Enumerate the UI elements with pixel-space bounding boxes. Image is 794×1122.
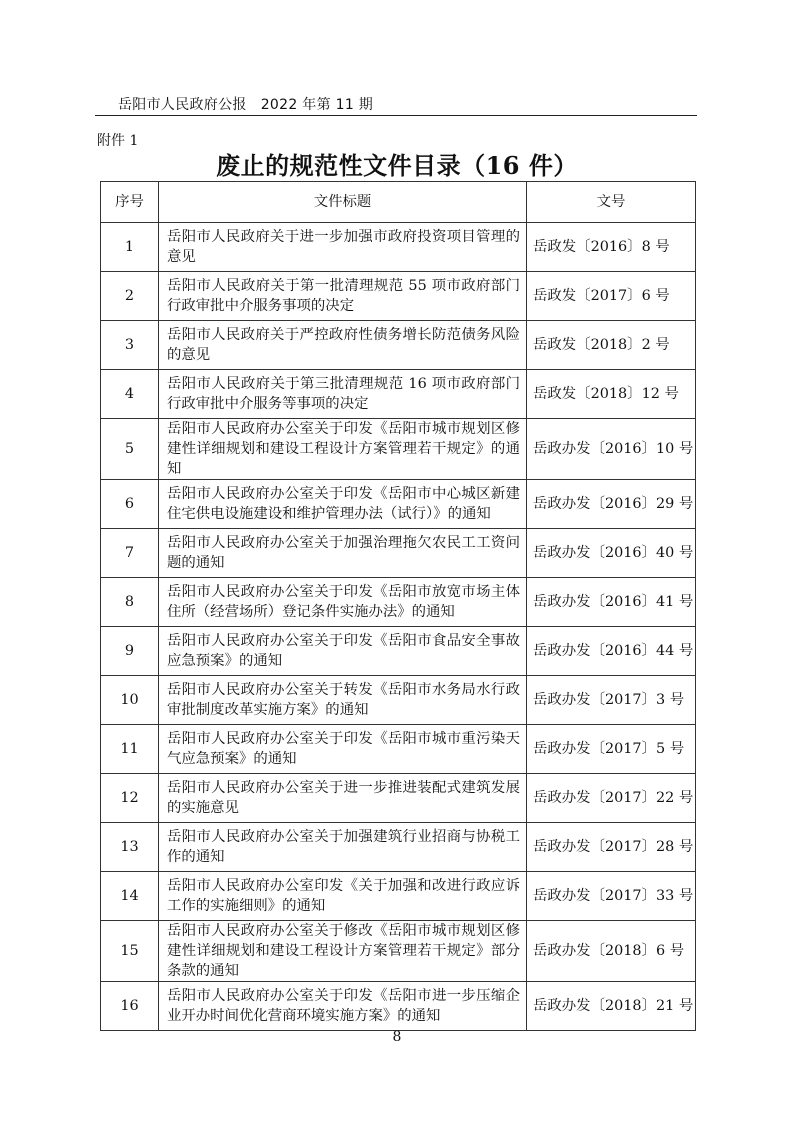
table-row bbox=[101, 774, 696, 823]
document-code-cell: 岳政办发〔2017〕3 号 bbox=[527, 676, 696, 725]
document-code-cell: 岳政办发〔2016〕29 号 bbox=[527, 480, 696, 529]
row-number: 6 bbox=[101, 480, 159, 529]
publication-name: 岳阳市人民政府公报 bbox=[118, 97, 247, 113]
row-number: 1 bbox=[101, 223, 159, 272]
table-row bbox=[101, 480, 696, 529]
document-title-cell: 岳阳市人民政府办公室关于印发《岳阳市城市重污染天气应急预案》的通知 bbox=[159, 725, 527, 774]
document-title-cell: 岳阳市人民政府关于严控政府性债务增长防范债务风险的意见 bbox=[159, 321, 527, 370]
document-title-cell: 岳阳市人民政府办公室关于加强建筑行业招商与协税工作的通知 bbox=[159, 823, 527, 872]
table-row bbox=[101, 627, 696, 676]
table-row bbox=[101, 725, 696, 774]
document-title-cell: 岳阳市人民政府办公室关于进一步推进装配式建筑发展的实施意见 bbox=[159, 774, 527, 823]
table-row bbox=[101, 872, 696, 921]
table-row bbox=[101, 676, 696, 725]
running-header bbox=[118, 94, 373, 114]
document-title-cell: 岳阳市人民政府办公室关于印发《岳阳市食品安全事故应急预案》的通知 bbox=[159, 627, 527, 676]
document-code-cell: 岳政办发〔2016〕44 号 bbox=[527, 627, 696, 676]
document-title-cell: 岳阳市人民政府办公室关于印发《岳阳市放宽市场主体住所（经营场所）登记条件实施办法》的通知 bbox=[159, 578, 527, 627]
row-number: 15 bbox=[101, 921, 159, 982]
document-title-cell: 岳阳市人民政府关于第一批清理规范 55 项市政府部门行政审批中介服务事项的决定 bbox=[159, 272, 527, 321]
document-code-cell: 岳政办发〔2018〕21 号 bbox=[527, 982, 696, 1031]
document-title-cell: 岳阳市人民政府办公室印发《关于加强和改进行政应诉工作的实施细则》的通知 bbox=[159, 872, 527, 921]
table-row bbox=[101, 982, 696, 1031]
row-number: 7 bbox=[101, 529, 159, 578]
row-number: 3 bbox=[101, 321, 159, 370]
document-code-cell: 岳政发〔2018〕2 号 bbox=[527, 321, 696, 370]
header-rule bbox=[95, 115, 697, 116]
document-code-cell: 岳政办发〔2016〕41 号 bbox=[527, 578, 696, 627]
row-number: 11 bbox=[101, 725, 159, 774]
column-header-code: 文号 bbox=[527, 182, 696, 223]
document-code-cell: 岳政办发〔2017〕28 号 bbox=[527, 823, 696, 872]
row-number: 2 bbox=[101, 272, 159, 321]
table-row bbox=[101, 419, 696, 480]
table-row bbox=[101, 223, 696, 272]
repealed-documents-table bbox=[100, 181, 696, 1031]
document-title-cell: 岳阳市人民政府办公室关于修改《岳阳市城市规划区修建性详细规划和建设工程设计方案管理若干规定》部分条款的通知 bbox=[159, 921, 527, 982]
row-number: 14 bbox=[101, 872, 159, 921]
row-number: 4 bbox=[101, 370, 159, 419]
row-number: 8 bbox=[101, 578, 159, 627]
document-title-cell: 岳阳市人民政府关于第三批清理规范 16 项市政府部门行政审批中介服务等事项的决定 bbox=[159, 370, 527, 419]
row-number: 10 bbox=[101, 676, 159, 725]
document-code-cell: 岳政发〔2017〕6 号 bbox=[527, 272, 696, 321]
table-row bbox=[101, 578, 696, 627]
table-header-row bbox=[101, 182, 696, 223]
table-row bbox=[101, 370, 696, 419]
table-row bbox=[101, 921, 696, 982]
row-number: 12 bbox=[101, 774, 159, 823]
document-code-cell: 岳政办发〔2017〕22 号 bbox=[527, 774, 696, 823]
issue-number: 2022 年第 11 期 bbox=[260, 97, 374, 113]
document-code-cell: 岳政发〔2018〕12 号 bbox=[527, 370, 696, 419]
document-code-cell: 岳政办发〔2017〕5 号 bbox=[527, 725, 696, 774]
row-number: 13 bbox=[101, 823, 159, 872]
document-title: 废止的规范性文件目录（16 件） bbox=[216, 151, 578, 180]
table-row bbox=[101, 272, 696, 321]
document-title-cell: 岳阳市人民政府办公室关于转发《岳阳市水务局水行政审批制度改革实施方案》的通知 bbox=[159, 676, 527, 725]
document-code-cell: 岳政发〔2016〕8 号 bbox=[527, 223, 696, 272]
document-code-cell: 岳政办发〔2017〕33 号 bbox=[527, 872, 696, 921]
page-number: 8 bbox=[392, 1029, 402, 1045]
row-number: 16 bbox=[101, 982, 159, 1031]
row-number: 5 bbox=[101, 419, 159, 480]
attachment-label: 附件 1 bbox=[97, 133, 139, 149]
row-number: 9 bbox=[101, 627, 159, 676]
document-code-cell: 岳政办发〔2016〕10 号 bbox=[527, 419, 696, 480]
column-header-title: 文件标题 bbox=[159, 182, 527, 223]
table-row bbox=[101, 321, 696, 370]
document-title-cell: 岳阳市人民政府关于进一步加强市政府投资项目管理的意见 bbox=[159, 223, 527, 272]
table-row bbox=[101, 823, 696, 872]
document-title-cell: 岳阳市人民政府办公室关于印发《岳阳市中心城区新建住宅供电设施建设和维护管理办法（试行）》的通知 bbox=[159, 480, 527, 529]
document-code-cell: 岳政办发〔2016〕40 号 bbox=[527, 529, 696, 578]
document-title-cell: 岳阳市人民政府办公室关于加强治理拖欠农民工工资问题的通知 bbox=[159, 529, 527, 578]
document-code-cell: 岳政办发〔2018〕6 号 bbox=[527, 921, 696, 982]
table-row bbox=[101, 529, 696, 578]
column-header-number: 序号 bbox=[101, 182, 159, 223]
document-title-cell: 岳阳市人民政府办公室关于印发《岳阳市城市规划区修建性详细规划和建设工程设计方案管理若干规定》的通知 bbox=[159, 419, 527, 480]
document-title-cell: 岳阳市人民政府办公室关于印发《岳阳市进一步压缩企业开办时间优化营商环境实施方案》的通知 bbox=[159, 982, 527, 1031]
